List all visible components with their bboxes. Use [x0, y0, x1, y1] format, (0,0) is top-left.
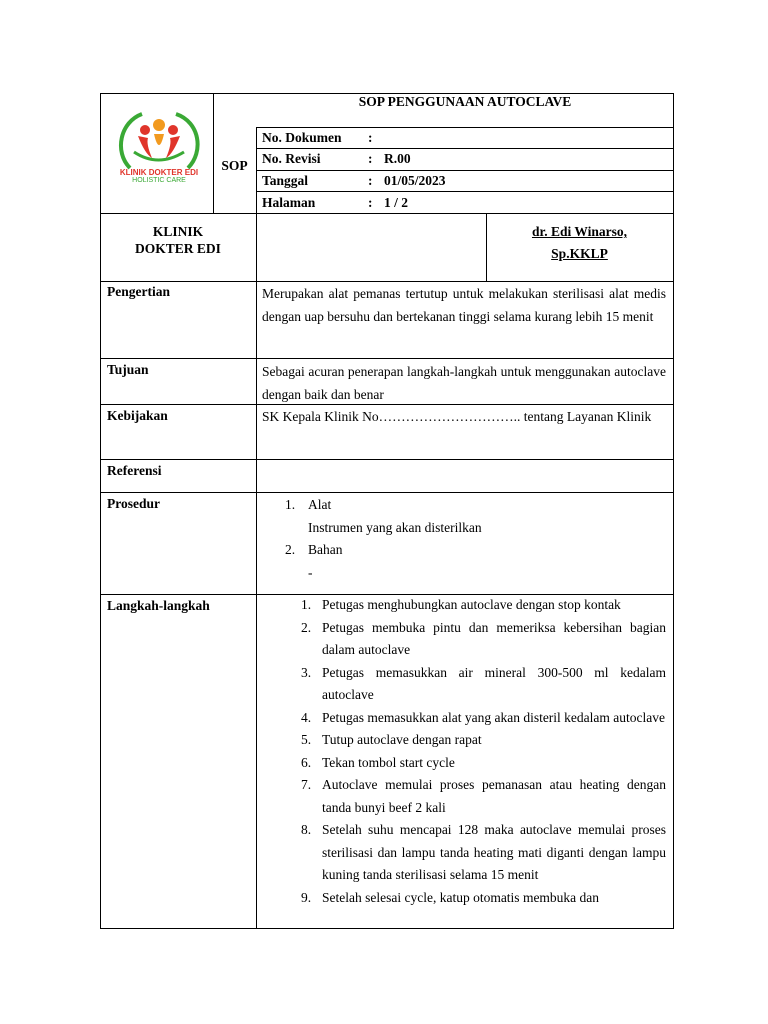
document-title: SOP PENGGUNAAN AUTOCLAVE	[358, 94, 572, 109]
meta-sep: :	[368, 151, 373, 166]
meta-value-tanggal: 01/05/2023	[384, 173, 446, 188]
step-text: Setelah suhu mencapai 128 maka autoclave memulai proses sterilisasi dan lampu tanda heating mati diganti dengan lampu kuning tanda sterilisasi selama 15 menit	[322, 822, 666, 882]
step-number: 3.	[301, 664, 312, 680]
prosedur-item-title: Alat	[308, 497, 332, 512]
step-text: Autoclave memulai proses pemanasan atau heating dengan tanda bunyi beef 2 kali	[322, 777, 666, 815]
tujuan-text: Sebagai acuran penerapan langkah-langkah untuk menggunakan autoclave dengan baik dan benar	[262, 364, 666, 402]
step-number: 6.	[301, 754, 312, 770]
table-line	[100, 281, 674, 282]
prosedur-item	[262, 539, 666, 584]
table-line	[256, 127, 674, 128]
table-line	[256, 213, 257, 282]
prosedur-item-number: 2.	[285, 542, 296, 557]
step-text: Petugas memasukkan air mineral 300-500 ml kedalam autoclave	[322, 664, 666, 702]
step-number: 1.	[301, 597, 312, 612]
prosedur-list	[262, 494, 666, 584]
table-line	[256, 170, 674, 171]
table-line	[213, 93, 214, 214]
section-label-referensi: Referensi	[107, 463, 162, 478]
step-text: Petugas memasukkan alat yang akan disteril kedalam autoclave	[322, 709, 666, 725]
clinic-name	[100, 223, 256, 257]
step-item	[292, 707, 666, 730]
step-item	[292, 662, 666, 707]
step-number: 8.	[301, 822, 312, 837]
prosedur-item-detail: Instrumen yang akan disterilkan	[308, 519, 482, 535]
table-line	[256, 191, 674, 192]
logo-text-sub: HOLISTIC CARE	[132, 177, 186, 184]
section-label-langkah: Langkah-langkah	[107, 598, 210, 613]
prosedur-item-title: Bahan	[308, 542, 343, 557]
step-item	[292, 752, 666, 775]
prosedur-item-number: 1.	[285, 497, 296, 512]
langkah-list	[300, 594, 666, 909]
step-item	[292, 617, 666, 662]
table-border-right	[673, 93, 674, 929]
meta-value-halaman: 1 / 2	[384, 195, 409, 210]
clinic-name-line-1: KLINIK	[152, 224, 204, 239]
prosedur-item	[262, 494, 666, 539]
meta-sep: :	[368, 195, 373, 210]
kebijakan-text: SK Kepala Klinik No………………………….. tentang Layanan Klinik	[262, 409, 652, 424]
step-item	[292, 774, 666, 819]
table-line	[100, 358, 674, 359]
signer-name	[486, 221, 673, 265]
meta-label-dokumen: No. Dokumen	[262, 130, 342, 145]
pengertian-text: Merupakan alat pemanas tertutup untuk melakukan sterilisasi alat medis dengan uap bersuhu dan bertekanan tinggi selama kurang lebih 15 menit	[262, 286, 666, 324]
meta-label-revisi: No. Revisi	[262, 151, 321, 166]
section-label-tujuan: Tujuan	[107, 362, 149, 377]
section-label-pengertian: Pengertian	[107, 284, 170, 299]
prosedur-item-detail: -	[308, 564, 313, 580]
table-line	[100, 459, 674, 460]
step-number: 9.	[301, 889, 312, 905]
signer-line-1: dr. Edi Winarso,	[531, 224, 628, 239]
step-item	[292, 819, 666, 887]
logo-text-main: KLINIK DOKTER EDI	[119, 168, 199, 177]
meta-sep: :	[368, 173, 373, 188]
step-item	[292, 594, 666, 617]
step-number: 5.	[301, 732, 312, 747]
meta-value-revisi: R.00	[384, 151, 411, 166]
meta-sep: :	[368, 130, 373, 145]
clinic-logo	[112, 104, 206, 188]
step-number: 4.	[301, 709, 312, 725]
step-item	[292, 729, 666, 752]
step-text: Petugas menghubungkan autoclave dengan stop kontak	[322, 597, 621, 612]
table-line	[100, 213, 674, 214]
clinic-name-line-2: DOKTER EDI	[135, 241, 221, 256]
table-line	[256, 148, 674, 149]
step-text: Petugas membuka pintu dan memeriksa kebersihan bagian dalam autoclave	[322, 619, 666, 657]
step-text: Setelah selesai cycle, katup otomatis membuka dan	[322, 889, 600, 905]
sop-label: SOP	[221, 158, 248, 173]
table-line	[100, 492, 674, 493]
section-label-kebijakan: Kebijakan	[107, 408, 168, 423]
step-item	[292, 887, 666, 910]
table-border-left	[100, 93, 101, 929]
section-label-prosedur: Prosedur	[107, 496, 160, 511]
step-text: Tutup autoclave dengan rapat	[322, 732, 482, 747]
meta-label-halaman: Halaman	[262, 195, 316, 210]
step-number: 2.	[301, 619, 312, 635]
table-border-bottom	[100, 928, 674, 929]
step-text: Tekan tombol start cycle	[322, 754, 455, 770]
step-number: 7.	[301, 777, 312, 792]
signer-line-2: Sp.KKLP	[551, 246, 608, 261]
meta-label-tanggal: Tanggal	[262, 173, 309, 188]
